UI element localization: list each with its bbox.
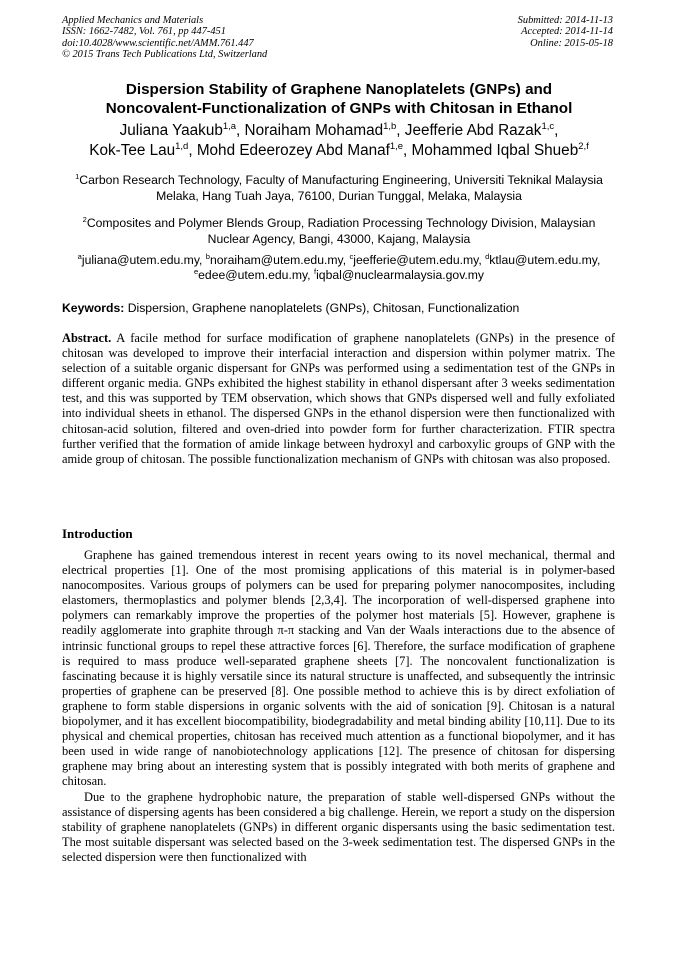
affiliation-mark: 1 — [75, 171, 80, 181]
introduction-paragraph-1: Graphene has gained tremendous interest in recent years owing to its novel mechanical, thermal and electrical properties [1]. One of the most promising applications of this material is in polymer-based nanocomposites. Various groups of polymers can be used for preparing polymer nanocomposites, including elastomers, thermoplastics and polymer blends [2,3,4]. The incorporation of well-dispersed graphene into polymers can remarkably improve the properties of the polymer host materials [5]. However, graphene is readily agglomerate into graphite through π-π stacking and Van der Waals interactions due to the absence of intrinsic functional groups to repel these attractive forces [6]. Therefore, the surface modification of graphene is required to mass produce well-separated graphene sheets [7]. The noncovalent functionalization is fascinating because it is highly versatile since its natural structure is unaffected, and subsequently the intrinsic properties of graphene can be preserved [8]. One possible method to achieve this is by direct exfoliation of graphene to form stable dispersions in organic solvents with the aid of sonication [9]. Chitosan is a natural biopolymer, and it has excellent biocompatibility, biodegradability and metal binding ability [10,11]. Due to its physical and chemical properties, chitosan has received much attention as a functional biopolymer, and it has been used in wide range of nanobiotechnology applications [12]. The presence of chitosan for dispersing graphene may bring about an interesting system that is possibly integrated with both merits of graphene and chitosan. — [62, 548, 615, 789]
abstract — [62, 331, 615, 467]
publication-dates — [518, 15, 613, 49]
keywords-text: Dispersion, Graphene nanoplatelets (GNPs), Chitosan, Functionalization — [124, 301, 520, 315]
affiliation-text: Carbon Research Technology, Faculty of Manufacturing Engineering, Universiti Teknikal Malaysia — [79, 173, 603, 187]
keywords — [62, 301, 618, 316]
section-heading-introduction: Introduction — [62, 526, 133, 541]
email-address[interactable]: juliana@utem.edu.my, — [81, 253, 206, 267]
affiliation-1-line-1 — [62, 173, 616, 189]
abstract-label: Abstract. — [62, 331, 112, 345]
email-mark: f — [313, 266, 317, 276]
author-separator: , — [396, 122, 405, 139]
author-name: Kok-Tee Lau — [89, 142, 176, 159]
author-affiliation-mark: 1,d — [175, 140, 189, 152]
author-name: Mohd Edeerozey Abd Manaf — [196, 142, 390, 159]
affiliation-2-line-2: Nuclear Agency, Bangi, 43000, Kajang, Malaysia — [207, 231, 471, 246]
title-line-2: Noncovalent-Functionalization of GNPs with Chitosan in Ethanol — [105, 100, 573, 117]
author-line-2 — [30, 141, 648, 161]
online-date: Online: 2015-05-18 — [530, 37, 613, 49]
title-line-1: Dispersion Stability of Graphene Nanoplatelets (GNPs) and — [125, 81, 553, 98]
email-address[interactable]: jeefferie@utem.edu.my, — [353, 253, 486, 267]
author-affiliation-mark: 1,e — [389, 140, 404, 152]
journal-name: Applied Mechanics and Materials — [62, 15, 204, 26]
doi-line: doi:10.4028/www.scientific.net/AMM.761.447 — [62, 37, 254, 49]
email-address[interactable]: ktlau@utem.edu.my, — [489, 253, 601, 267]
author-separator: , — [403, 142, 412, 159]
email-mark: e — [193, 266, 199, 276]
email-mark: b — [205, 251, 210, 261]
introduction-body — [62, 548, 615, 865]
email-mark: a — [77, 251, 82, 261]
email-list — [62, 253, 616, 283]
author-name: Jeefferie Abd Razak — [404, 122, 542, 139]
email-mark: d — [485, 251, 490, 261]
author-separator: , — [554, 122, 559, 139]
affiliation-2 — [62, 216, 616, 247]
affiliation-text: Composites and Polymer Blends Group, Radiation Processing Technology Division, Malaysian — [86, 216, 596, 230]
abstract-text: A facile method for surface modification of graphene nanoplatelets (GNPs) in the presence of chitosan was developed to improve their interfacial interaction and dispersion within polymer matrix. The selection of a suitable organic dispersant for GNPs was performed using a sedimentation test of the GNPs in different organic media. GNPs exhibited the highest stability in ethanol dispersant after 3 weeks sedimentation test, and this was supported by TEM observation, which shows that GNPs dispersed well and fully exfoliated into individual sheets in ethanol. The dispersed GNPs in the ethanol dispersion were then functionalized with chitosan-acid solution, filtered and oven-dried into powder form for further characterization. FTIR spectra further verified that the formation of amide linkage between hydroxyl and carboxylic groups of GNP with the amide group of chitosan. The possible functionalization mechanism of GNPs with chitosan was also proposed. — [62, 331, 615, 466]
email-line-1 — [62, 253, 616, 268]
affiliation-1 — [62, 173, 616, 204]
author-affiliation-mark: 1,b — [383, 120, 397, 132]
author-affiliation-mark: 1,c — [541, 120, 555, 132]
author-separator: , — [188, 142, 197, 159]
author-list — [30, 121, 648, 161]
affiliation-1-line-2: Melaka, Hang Tuah Jaya, 76100, Durian Tunggal, Melaka, Malaysia — [156, 188, 522, 203]
journal-info — [62, 15, 267, 60]
email-line-2 — [62, 268, 616, 283]
email-address[interactable]: noraiham@utem.edu.my, — [209, 253, 350, 267]
author-name: Juliana Yaakub — [119, 122, 223, 139]
affiliation-mark: 2 — [82, 214, 87, 224]
introduction-paragraph-2: Due to the graphene hydrophobic nature, the preparation of stable well-dispersed GNPs without the assistance of dispersing agents has been considered a big challenge. Herein, we report a study on the dispersion stability of graphene nanoplatelets (GNPs) in different organic dispersants using the basic sedimentation test. The most suitable dispersant was selected based on the 3-week sedimentation test. The dispersed GNPs in the selected dispersion were then functionalized with — [62, 789, 615, 864]
keywords-label: Keywords: — [62, 301, 125, 315]
email-mark: c — [349, 251, 354, 261]
copyright-line: © 2015 Trans Tech Publications Ltd, Switzerland — [62, 48, 268, 60]
submitted-date: Submitted: 2014-11-13 — [517, 15, 613, 26]
author-name: Noraiham Mohamad — [244, 122, 384, 139]
affiliation-2-line-1 — [62, 216, 616, 232]
author-separator: , — [236, 122, 245, 139]
issn-line: ISSN: 1662-7482, Vol. 761, pp 447-451 — [62, 26, 226, 38]
author-name: Mohammed Iqbal Shueb — [411, 142, 579, 159]
email-address[interactable]: edee@utem.edu.my, — [198, 268, 314, 282]
paper-title — [40, 80, 638, 118]
author-line-1 — [30, 121, 648, 141]
email-address[interactable]: iqbal@nuclearmalaysia.gov.my — [316, 268, 485, 282]
accepted-date: Accepted: 2014-11-14 — [521, 26, 613, 38]
author-affiliation-mark: 1,a — [222, 120, 237, 132]
author-affiliation-mark: 2,f — [578, 140, 589, 152]
